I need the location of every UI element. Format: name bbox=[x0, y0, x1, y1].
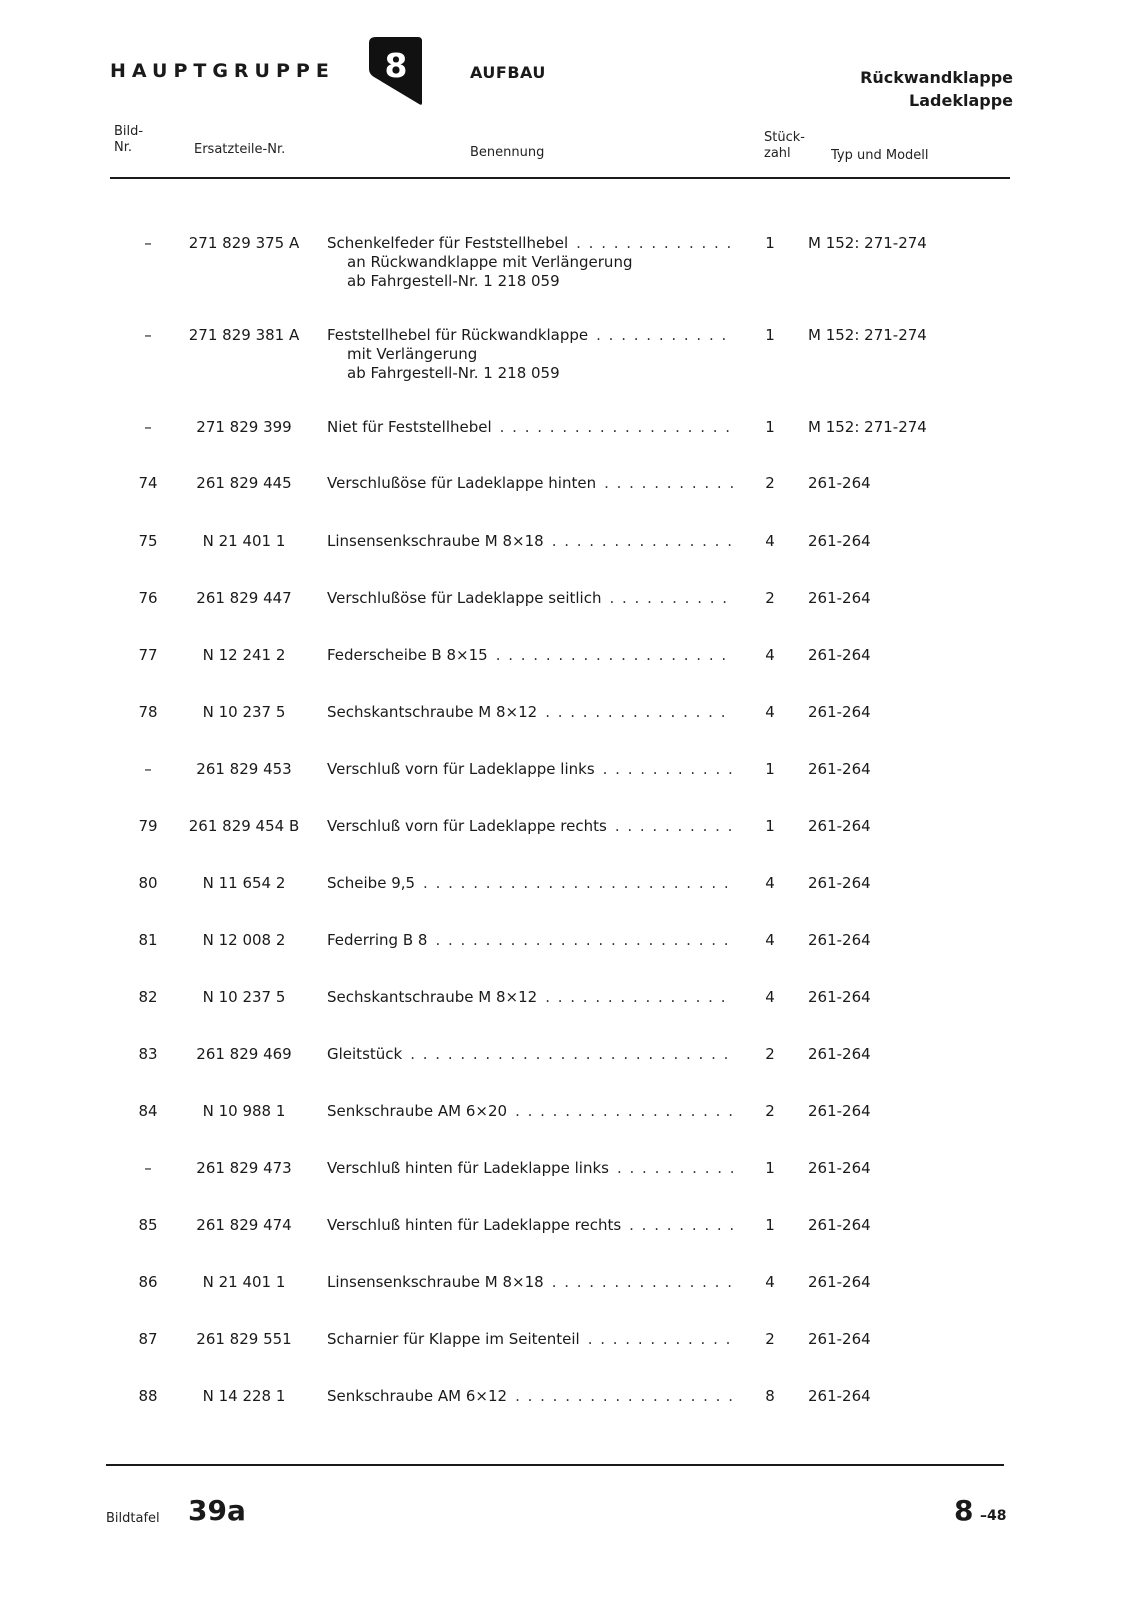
column-header-stueck-line1: Stück- bbox=[764, 130, 805, 145]
part-number: N 12 241 2 bbox=[202, 646, 286, 664]
dot-leader bbox=[615, 817, 733, 836]
quantity: 1 bbox=[765, 817, 775, 835]
quantity: 1 bbox=[765, 1159, 775, 1177]
dot-leader bbox=[545, 988, 733, 1007]
part-number: N 12 008 2 bbox=[202, 931, 286, 949]
quantity: 2 bbox=[765, 474, 775, 492]
dot-leader bbox=[588, 1330, 733, 1349]
description-text: Federscheibe B 8×15 bbox=[327, 646, 488, 664]
part-description bbox=[327, 1159, 733, 1178]
description-text: Niet für Feststellhebel bbox=[327, 418, 492, 436]
quantity: 4 bbox=[765, 931, 775, 949]
quantity: 1 bbox=[765, 326, 775, 344]
type-model: 261-264 bbox=[808, 646, 871, 664]
dot-leader bbox=[545, 703, 733, 722]
quantity: 2 bbox=[765, 1045, 775, 1063]
part-number: N 10 237 5 bbox=[202, 703, 286, 721]
table-row bbox=[0, 817, 1141, 869]
part-description bbox=[327, 760, 733, 779]
type-model: 261-264 bbox=[808, 874, 871, 892]
part-description bbox=[327, 1045, 733, 1064]
bild-nr: 80 bbox=[138, 874, 158, 892]
quantity: 4 bbox=[765, 703, 775, 721]
bildtafel-label: Bildtafel bbox=[106, 1511, 160, 1526]
description-text: Sechskantschraube M 8×12 bbox=[327, 703, 538, 721]
description-line bbox=[327, 474, 733, 493]
description-text: Verschluß vorn für Ladeklappe rechts bbox=[327, 817, 607, 835]
description-line bbox=[327, 817, 733, 836]
column-header-ersatzteile: Ersatzteile-Nr. bbox=[194, 142, 286, 157]
description-text: Linsensenkschraube M 8×18 bbox=[327, 1273, 544, 1291]
quantity: 2 bbox=[765, 1330, 775, 1348]
bild-nr: 82 bbox=[138, 988, 158, 1006]
dot-leader bbox=[617, 1159, 733, 1178]
quantity: 4 bbox=[765, 532, 775, 550]
table-row bbox=[0, 703, 1141, 755]
description-text: Feststellhebel für Rückwandklappe bbox=[327, 326, 589, 344]
type-model: 261-264 bbox=[808, 703, 871, 721]
dot-leader bbox=[515, 1387, 733, 1406]
dot-leader bbox=[552, 532, 733, 551]
part-description bbox=[327, 874, 733, 893]
footer-rule bbox=[106, 1464, 1004, 1466]
part-number: N 10 237 5 bbox=[202, 988, 286, 1006]
bild-nr: – bbox=[144, 234, 152, 252]
description-line bbox=[327, 418, 733, 437]
part-number: 261 829 551 bbox=[196, 1330, 292, 1348]
part-number: N 21 401 1 bbox=[202, 1273, 286, 1291]
type-model: 261-264 bbox=[808, 931, 871, 949]
table-row bbox=[0, 1387, 1141, 1439]
bild-nr: 81 bbox=[138, 931, 158, 949]
dot-leader bbox=[496, 646, 733, 665]
description-text: Sechskantschraube M 8×12 bbox=[327, 988, 538, 1006]
table-row bbox=[0, 1273, 1141, 1325]
column-header-stueck-line2: zahl bbox=[764, 146, 791, 161]
table-row bbox=[0, 931, 1141, 983]
table-row bbox=[0, 988, 1141, 1040]
type-model: 261-264 bbox=[808, 1045, 871, 1063]
part-number: 261 829 445 bbox=[196, 474, 292, 492]
type-model: 261-264 bbox=[808, 1159, 871, 1177]
table-row bbox=[0, 589, 1141, 641]
type-model: 261-264 bbox=[808, 474, 871, 492]
description-text: Schenkelfeder für Feststellhebel bbox=[327, 234, 569, 252]
quantity: 2 bbox=[765, 589, 775, 607]
bild-nr: 79 bbox=[138, 817, 158, 835]
dot-leader bbox=[629, 1216, 733, 1235]
description-text: Linsensenkschraube M 8×18 bbox=[327, 532, 544, 550]
table-row bbox=[0, 1330, 1141, 1382]
type-model: 261-264 bbox=[808, 817, 871, 835]
type-model: 261-264 bbox=[808, 1330, 871, 1348]
table-row bbox=[0, 326, 1141, 382]
dot-leader bbox=[435, 931, 733, 950]
dot-leader bbox=[552, 1273, 733, 1292]
type-model: M 152: 271-274 bbox=[808, 418, 927, 436]
bild-nr: – bbox=[144, 1159, 152, 1177]
description-line bbox=[327, 532, 733, 551]
description-text: Senkschraube AM 6×12 bbox=[327, 1387, 508, 1405]
description-line bbox=[327, 703, 733, 722]
table-row bbox=[0, 418, 1141, 470]
description-line bbox=[327, 760, 733, 779]
description-line bbox=[327, 874, 733, 893]
column-header-benennung: Benennung bbox=[470, 145, 545, 160]
description-line bbox=[327, 1102, 733, 1121]
part-description bbox=[327, 418, 733, 437]
table-row bbox=[0, 1102, 1141, 1154]
part-description bbox=[327, 988, 733, 1007]
part-number: 271 829 375 A bbox=[188, 234, 300, 252]
description-line bbox=[327, 1216, 733, 1235]
description-text: Senkschraube AM 6×20 bbox=[327, 1102, 508, 1120]
bild-nr: – bbox=[144, 760, 152, 778]
dot-leader bbox=[603, 760, 733, 779]
part-description bbox=[327, 234, 733, 291]
description-line bbox=[327, 1273, 733, 1292]
column-header-typ: Typ und Modell bbox=[831, 148, 929, 163]
type-model: 261-264 bbox=[808, 1216, 871, 1234]
quantity: 4 bbox=[765, 874, 775, 892]
description-line bbox=[327, 234, 733, 253]
description-subline: ab Fahrgestell-Nr. 1 218 059 bbox=[347, 272, 560, 290]
quantity: 8 bbox=[765, 1387, 775, 1405]
dot-leader bbox=[515, 1102, 733, 1121]
type-model: 261-264 bbox=[808, 1273, 871, 1291]
description-subline: ab Fahrgestell-Nr. 1 218 059 bbox=[347, 364, 560, 382]
title-line-2: Ladeklappe bbox=[909, 91, 1013, 110]
table-row bbox=[0, 646, 1141, 698]
part-description bbox=[327, 326, 733, 383]
dot-leader bbox=[596, 326, 733, 345]
bild-nr: 76 bbox=[138, 589, 158, 607]
section-title: AUFBAU bbox=[470, 63, 546, 82]
part-number: N 11 654 2 bbox=[202, 874, 286, 892]
bild-nr: 77 bbox=[138, 646, 158, 664]
table-row bbox=[0, 760, 1141, 812]
title-line-1: Rückwandklappe bbox=[860, 68, 1013, 87]
bild-nr: 75 bbox=[138, 532, 158, 550]
bild-nr: 83 bbox=[138, 1045, 158, 1063]
description-subline: mit Verlängerung bbox=[347, 345, 478, 363]
bild-nr: 87 bbox=[138, 1330, 158, 1348]
part-number: 261 829 447 bbox=[196, 589, 292, 607]
part-number: N 14 228 1 bbox=[202, 1387, 286, 1405]
table-row bbox=[0, 474, 1141, 526]
part-description bbox=[327, 1216, 733, 1235]
quantity: 1 bbox=[765, 234, 775, 252]
description-line bbox=[327, 1330, 733, 1349]
table-row bbox=[0, 1045, 1141, 1097]
description-line bbox=[327, 988, 733, 1007]
description-line bbox=[327, 1387, 733, 1406]
table-row bbox=[0, 1216, 1141, 1268]
bild-nr: – bbox=[144, 418, 152, 436]
description-text: Scheibe 9,5 bbox=[327, 874, 416, 892]
part-number: 261 829 474 bbox=[196, 1216, 292, 1234]
quantity: 1 bbox=[765, 1216, 775, 1234]
page-number-sub: –48 bbox=[980, 1508, 1007, 1524]
part-number: N 10 988 1 bbox=[202, 1102, 286, 1120]
part-number: N 21 401 1 bbox=[202, 532, 286, 550]
dot-leader bbox=[500, 418, 733, 437]
dot-leader bbox=[604, 474, 733, 493]
type-model: M 152: 271-274 bbox=[808, 234, 927, 252]
description-line bbox=[327, 1045, 733, 1064]
description-text: Verschluß hinten für Ladeklappe rechts bbox=[327, 1216, 622, 1234]
description-line bbox=[327, 646, 733, 665]
bildtafel-number: 39a bbox=[188, 1494, 246, 1527]
part-description bbox=[327, 1387, 733, 1406]
type-model: M 152: 271-274 bbox=[808, 326, 927, 344]
bild-nr: 74 bbox=[138, 474, 158, 492]
quantity: 4 bbox=[765, 1273, 775, 1291]
description-text: Verschluß hinten für Ladeklappe links bbox=[327, 1159, 609, 1177]
description-text: Gleitstück bbox=[327, 1045, 403, 1063]
page-number-main: 8 bbox=[954, 1494, 974, 1527]
part-description bbox=[327, 703, 733, 722]
quantity: 1 bbox=[765, 418, 775, 436]
description-text: Verschluß vorn für Ladeklappe links bbox=[327, 760, 595, 778]
description-subline: an Rückwandklappe mit Verlängerung bbox=[347, 253, 633, 271]
type-model: 261-264 bbox=[808, 1387, 871, 1405]
table-row bbox=[0, 1159, 1141, 1211]
part-description bbox=[327, 931, 733, 950]
bild-nr: 84 bbox=[138, 1102, 158, 1120]
quantity: 4 bbox=[765, 988, 775, 1006]
description-text: Federring B 8 bbox=[327, 931, 428, 949]
table-row bbox=[0, 234, 1141, 290]
column-header-bild-line2: Nr. bbox=[114, 140, 133, 155]
part-description bbox=[327, 1273, 733, 1292]
quantity: 4 bbox=[765, 646, 775, 664]
part-description bbox=[327, 817, 733, 836]
column-header-bild-line1: Bild- bbox=[114, 124, 144, 139]
part-description bbox=[327, 1330, 733, 1349]
type-model: 261-264 bbox=[808, 532, 871, 550]
bild-nr: 86 bbox=[138, 1273, 158, 1291]
description-text: Scharnier für Klappe im Seitenteil bbox=[327, 1330, 580, 1348]
type-model: 261-264 bbox=[808, 760, 871, 778]
table-row bbox=[0, 532, 1141, 584]
part-description bbox=[327, 646, 733, 665]
part-number: 271 829 381 A bbox=[188, 326, 300, 344]
dot-leader bbox=[576, 234, 733, 253]
part-number: 261 829 469 bbox=[196, 1045, 292, 1063]
bild-nr: 78 bbox=[138, 703, 158, 721]
part-number: 261 829 453 bbox=[196, 760, 292, 778]
dot-leader bbox=[410, 1045, 733, 1064]
group-number: 8 bbox=[384, 46, 408, 85]
description-line bbox=[327, 1159, 733, 1178]
part-number: 271 829 399 bbox=[196, 418, 292, 436]
group-label: HAUPTGRUPPE bbox=[110, 60, 335, 82]
type-model: 261-264 bbox=[808, 988, 871, 1006]
part-description bbox=[327, 1102, 733, 1121]
description-line bbox=[327, 326, 733, 345]
bild-nr: 88 bbox=[138, 1387, 158, 1405]
type-model: 261-264 bbox=[808, 589, 871, 607]
description-text: Verschlußöse für Ladeklappe hinten bbox=[327, 474, 597, 492]
part-description bbox=[327, 532, 733, 551]
dot-leader bbox=[609, 589, 733, 608]
type-model: 261-264 bbox=[808, 1102, 871, 1120]
part-description bbox=[327, 589, 733, 608]
description-line bbox=[327, 589, 733, 608]
description-line bbox=[327, 931, 733, 950]
quantity: 2 bbox=[765, 1102, 775, 1120]
part-number: 261 829 454 B bbox=[188, 817, 300, 835]
part-number: 261 829 473 bbox=[196, 1159, 292, 1177]
bild-nr: 85 bbox=[138, 1216, 158, 1234]
part-description bbox=[327, 474, 733, 493]
description-text: Verschlußöse für Ladeklappe seitlich bbox=[327, 589, 602, 607]
bild-nr: – bbox=[144, 326, 152, 344]
dot-leader bbox=[423, 874, 733, 893]
quantity: 1 bbox=[765, 760, 775, 778]
table-row bbox=[0, 874, 1141, 926]
